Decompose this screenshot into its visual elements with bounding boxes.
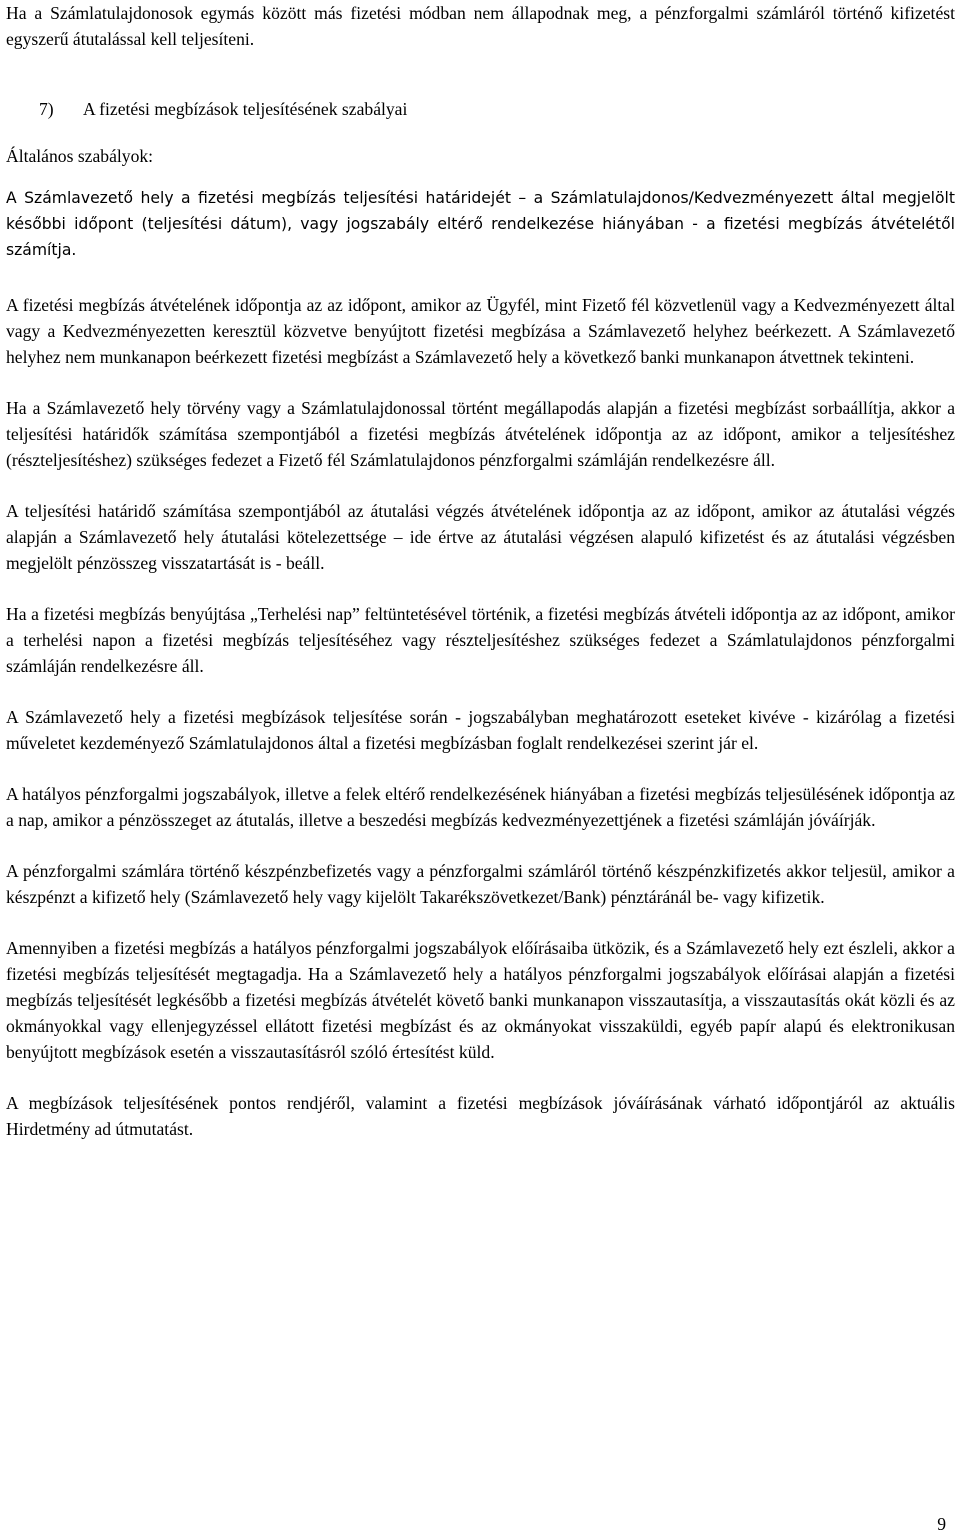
- paragraph-1: A Számlavezető hely a fizetési megbízás teljesítési határidejét – a Számlatulajdonos/Kedvezményezett által megjelölt későbbi időpont (teljesítési dátum), vagy jogszabály eltérő rendelkezése hiányában - a fizetési megbízás átvételétől számítja.: [6, 189, 955, 259]
- section-title: A fizetési megbízások teljesítésének szabályai: [83, 99, 408, 119]
- subheading: Általános szabályok:: [6, 146, 154, 166]
- paragraph-10: A megbízások teljesítésének pontos rendjéről, valamint a fizetési megbízások jóváírásának várható időpontjáról az aktuális Hirdetmény ad útmutatást.: [6, 1093, 955, 1139]
- section-number: 7): [39, 99, 54, 119]
- paragraph-6: A Számlavezető hely a fizetési megbízások teljesítése során - jogszabályban meghatározott eseteket kivéve - kizárólag a fizetési műveletet kezdeményező Számlatulajdonos által a fizetési megbízásban foglalt rendelkezései szerint jár el.: [6, 707, 955, 753]
- paragraph-9: Amennyiben a fizetési megbízás a hatályos pénzforgalmi jogszabályok előírásaiba ütközik, és a Számlavezető hely ezt észleli, akkor a fizetési megbízás teljesítését megtagadja. Ha a Számlavezető hely a hatályos pénzforgalmi jogszabályok előírásai alapján a fizetési megbízás teljesítését legkésőbb a fizetési megbízás átvételét követő banki munkanapon visszautasítja, a visszautasítás okát közli és az okmányokkal vagy ellenjegyzéssel ellátott fizetési megbízást és az okmányokat visszaküldi, egyéb papír alapú és elektronikusan benyújtott megbízások esetén a visszautasításról szóló értesítést küld.: [6, 938, 955, 1062]
- paragraph-5: Ha a fizetési megbízás benyújtása „Terhelési nap” feltüntetésével történik, a fizetési megbízás átvételi időpontja az az időpont, amikor a terhelési napon a fizetési megbízás teljesítéséhez vagy részteljesítéshez szükséges fedezet a Számlatulajdonos pénzforgalmi számláján rendelkezésre áll.: [6, 604, 955, 676]
- section-heading: [6, 96, 955, 122]
- document-page: [6, 0, 955, 1142]
- paragraph-7: A hatályos pénzforgalmi jogszabályok, illetve a felek eltérő rendelkezésének hiányában a fizetési megbízás teljesülésének időpontja az a nap, amikor a pénzösszeget az átutalás, illetve a beszedési megbízás kedvezményezettjének a fizetési számláján jóváírják.: [6, 784, 955, 830]
- paragraph-8: A pénzforgalmi számlára történő készpénzbefizetés vagy a pénzforgalmi számláról történő készpénzkifizetés akkor teljesül, amikor a készpénzt a kifizető hely (Számlavezető hely vagy kijelölt Takarékszövetkezet/Bank) pénztáránál be- vagy kifizetik.: [6, 861, 955, 907]
- intro-paragraph: Ha a Számlatulajdonosok egymás között más fizetési módban nem állapodnak meg, a pénzforgalmi számláról történő kifizetést egyszerű átutalással kell teljesíteni.: [6, 3, 955, 49]
- paragraph-4: A teljesítési határidő számítása szempontjából az átutalási végzés átvételének időpontja az az időpont, amikor az átutalási végzés alapján a Számlavezető hely átutalási kötelezettsége – ide értve az átutalási végzésen alapuló kifizetést és az átutalási végzésben megjelölt pénzösszeg visszatartását is - beáll.: [6, 501, 955, 573]
- page-number: 9: [937, 1514, 946, 1534]
- paragraph-2: A fizetési megbízás átvételének időpontja az az időpont, amikor az Ügyfél, mint Fizető fél közvetlenül vagy a Kedvezményezett által vagy a Kedvezményezetten keresztül közvetve benyújtott fizetési megbízása a Számlavezető helyhez beérkezett. A Számlavezető helyhez nem munkanapon beérkezett fizetési megbízást a Számlavezető hely a következő banki munkanapon átvettnek tekinteni.: [6, 295, 955, 367]
- paragraph-3: Ha a Számlavezető hely törvény vagy a Számlatulajdonossal történt megállapodás alapján a fizetési megbízást sorbaállítja, akkor a teljesítési határidők számítása szempontjából a fizetési megbízás átvételének időpontja az az időpont, amikor a teljesítéshez (részteljesítéshez) szükséges fedezet a Fizető fél Számlatulajdonos pénzforgalmi számláján rendelkezésre áll.: [6, 398, 955, 470]
